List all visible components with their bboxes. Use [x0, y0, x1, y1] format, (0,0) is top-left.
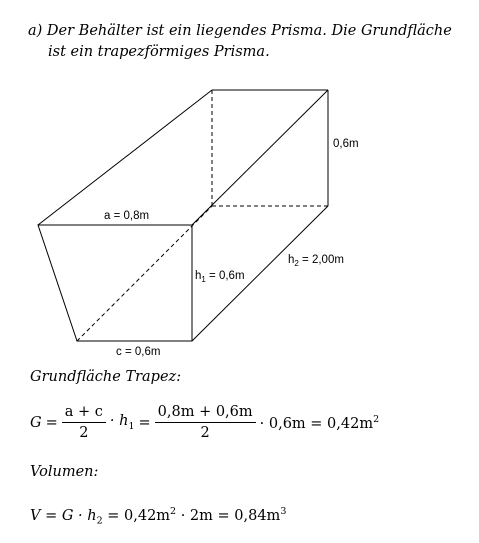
task-line-1: a) Der Behälter ist ein liegendes Prisma. Die Grundfläche	[28, 23, 452, 39]
fraction-numeric-numerator: 0,8m + 0,6m	[155, 402, 256, 423]
label-h2: $h_2 = 2,00m$	[288, 254, 344, 268]
volume-heading: Volumen:	[30, 464, 99, 480]
task-line-2: ist ein trapezförmiges Prisma.	[48, 44, 270, 60]
label-c: c = 0,6m	[116, 346, 161, 358]
top-left-edge	[38, 90, 212, 225]
formula-G: G	[30, 414, 42, 431]
label-height: 0,6m	[333, 138, 359, 150]
formula-eq-2: =	[138, 414, 151, 431]
fraction-symbolic	[62, 402, 106, 443]
fraction-symbolic-denominator: 2	[79, 425, 89, 441]
area-formula	[30, 402, 470, 452]
fraction-numeric-denominator: 2	[200, 425, 210, 441]
fraction-numeric	[155, 402, 256, 443]
formula-result: · $0,6m = 0,42m^2$	[259, 413, 380, 432]
label-a: a = 0,8m	[104, 210, 150, 222]
front-trapezoid	[38, 225, 192, 341]
area-heading: Grundfläche Trapez:	[30, 369, 182, 385]
label-h1: $h_1 = 0,6m$	[195, 270, 245, 284]
formula-dot-h1: · $h_1$	[109, 413, 135, 432]
formula-eq-1: =	[45, 414, 58, 431]
volume-formula: $V = G \cdot h_2 = 0,42m^2 \cdot 2m = 0,84m^3$	[30, 506, 287, 527]
fraction-symbolic-numerator: a + c	[62, 402, 106, 423]
